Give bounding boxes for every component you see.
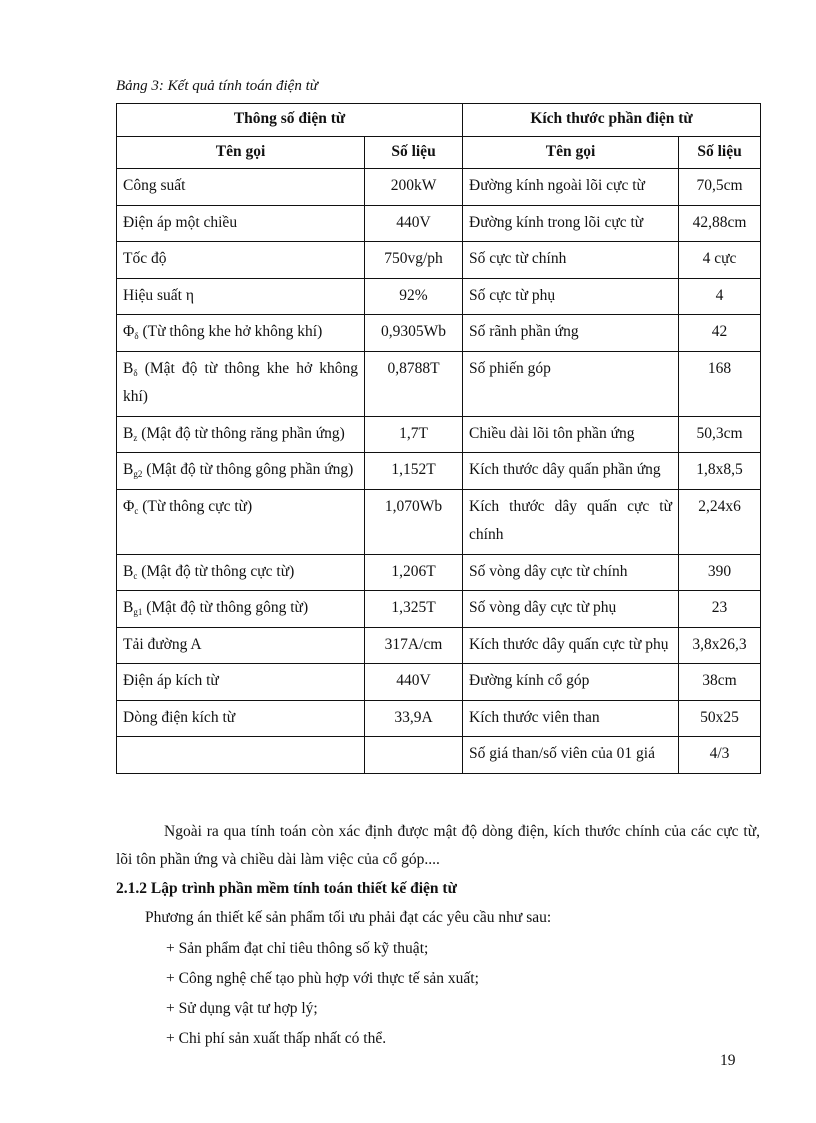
- cell-dimension-value: 390: [679, 554, 761, 591]
- table-row: [117, 315, 761, 352]
- cell-electromagnetic-param: [117, 627, 365, 664]
- cell-dimension-value: 42,88cm: [679, 205, 761, 242]
- param-symbol: B: [123, 599, 134, 616]
- cell-electromagnetic-value: 200kW: [365, 169, 463, 206]
- table-row: [117, 627, 761, 664]
- cell-electromagnetic-value: 1,325T: [365, 591, 463, 628]
- list-item: + Chi phí sản xuất thấp nhất có thể.: [166, 1030, 387, 1047]
- cell-electromagnetic-param: [117, 416, 365, 453]
- table-row: [117, 416, 761, 453]
- param-subscript: z: [133, 432, 138, 443]
- cell-electromagnetic-value: 1,152T: [365, 453, 463, 490]
- cell-electromagnetic-value: [365, 737, 463, 774]
- cell-dimension-name: Số vòng dây cực từ chính: [463, 554, 679, 591]
- table-row: [117, 489, 761, 554]
- cell-electromagnetic-value: 1,206T: [365, 554, 463, 591]
- table-row: [117, 453, 761, 490]
- table-row: [117, 205, 761, 242]
- group-header-right: Kích thước phần điện từ: [463, 104, 761, 137]
- cell-electromagnetic-param: [117, 700, 365, 737]
- table-row: [117, 169, 761, 206]
- cell-dimension-name: Số rãnh phần ứng: [463, 315, 679, 352]
- table-row: [117, 554, 761, 591]
- requirements-list: [166, 934, 479, 1054]
- param-symbol: B: [123, 359, 134, 377]
- cell-dimension-value: 4/3: [679, 737, 761, 774]
- cell-electromagnetic-value: 0,9305Wb: [365, 315, 463, 352]
- param-symbol: Điện áp kích từ: [123, 672, 219, 689]
- param-description: (Mật độ từ thông răng phần ứng): [137, 424, 345, 442]
- param-symbol: Điện áp một chiều: [123, 213, 238, 231]
- param-symbol: Tải đường A: [123, 635, 202, 653]
- cell-dimension-value: 50x25: [679, 700, 761, 737]
- cell-dimension-name: Đường kính ngoài lõi cực từ: [463, 169, 679, 206]
- cell-dimension-value: 3,8x26,3: [679, 627, 761, 664]
- cell-dimension-value: 50,3cm: [679, 416, 761, 453]
- table-row: [117, 737, 761, 774]
- param-subscript: c: [133, 570, 138, 581]
- cell-electromagnetic-param: [117, 737, 365, 774]
- cell-electromagnetic-param: [117, 351, 365, 416]
- cell-electromagnetic-param: [117, 205, 365, 242]
- cell-dimension-value: 23: [679, 591, 761, 628]
- cell-electromagnetic-value: 317A/cm: [365, 627, 463, 664]
- table-row: [117, 351, 761, 416]
- cell-electromagnetic-param: [117, 315, 365, 352]
- param-symbol: Hiệu suất η: [123, 286, 194, 304]
- table-row: [117, 591, 761, 628]
- paragraph-2: Phương án thiết kế sản phẩm tối ưu phải đạt các yêu cầu như sau:: [145, 909, 552, 926]
- cell-dimension-value: 38cm: [679, 664, 761, 701]
- cell-electromagnetic-param: [117, 664, 365, 701]
- param-symbol: Công suất: [123, 177, 186, 194]
- cell-electromagnetic-value: 750vg/ph: [365, 242, 463, 279]
- cell-dimension-name: Số vòng dây cực từ phụ: [463, 591, 679, 628]
- cell-dimension-name: Số phiến góp: [463, 351, 679, 416]
- cell-dimension-name: Số cực từ phụ: [463, 278, 679, 315]
- cell-dimension-name: Số giá than/số viên của 01 giá: [463, 737, 679, 774]
- list-item: + Sản phẩm đạt chỉ tiêu thông số kỹ thuật;: [166, 940, 429, 957]
- param-subscript: g1: [133, 607, 143, 617]
- param-subscript: c: [134, 505, 139, 516]
- cell-electromagnetic-value: 0,8788T: [365, 351, 463, 416]
- cell-dimension-value: 168: [679, 351, 761, 416]
- col-header-value-left: Số liệu: [365, 136, 463, 169]
- page-number: 19: [720, 1052, 736, 1069]
- cell-electromagnetic-value: 440V: [365, 664, 463, 701]
- cell-dimension-value: 1,8x8,5: [679, 453, 761, 490]
- cell-dimension-name: Kích thước viên than: [463, 700, 679, 737]
- cell-electromagnetic-param: [117, 591, 365, 628]
- param-symbol: B: [123, 424, 134, 442]
- param-symbol: Dòng điện kích từ: [123, 708, 236, 726]
- param-description: (Mật độ từ thông cực từ): [137, 562, 295, 580]
- param-symbol: Φ: [123, 323, 135, 340]
- col-header-name-right: Tên gọi: [463, 136, 679, 169]
- table-row: [117, 242, 761, 279]
- list-item: + Công nghệ chế tạo phù hợp với thực tế sản xuất;: [166, 970, 479, 987]
- section-heading: 2.1.2 Lập trình phần mềm tính toán thiết kế điện từ: [116, 880, 457, 897]
- group-header-row: [117, 104, 761, 137]
- cell-electromagnetic-value: 1,7T: [365, 416, 463, 453]
- col-header-value-right: Số liệu: [679, 136, 761, 169]
- param-symbol: Tốc độ: [123, 250, 167, 267]
- cell-electromagnetic-value: 33,9A: [365, 700, 463, 737]
- cell-electromagnetic-value: 440V: [365, 205, 463, 242]
- cell-dimension-name: Kích thước dây quấn cực từ phụ: [463, 627, 679, 664]
- table-body: [117, 169, 761, 774]
- cell-dimension-name: Đường kính trong lõi cực từ: [463, 205, 679, 242]
- param-symbol: B: [123, 562, 134, 580]
- cell-electromagnetic-param: [117, 242, 365, 279]
- column-header-row: [117, 136, 761, 169]
- cell-dimension-value: 42: [679, 315, 761, 352]
- results-table: [116, 103, 761, 774]
- list-item: + Sử dụng vật tư hợp lý;: [166, 1000, 318, 1017]
- cell-electromagnetic-param: [117, 453, 365, 490]
- cell-electromagnetic-param: [117, 278, 365, 315]
- cell-electromagnetic-value: 1,070Wb: [365, 489, 463, 554]
- cell-electromagnetic-param: [117, 489, 365, 554]
- param-description: (Mật độ từ thông gông từ): [142, 599, 309, 616]
- param-symbol: B: [123, 461, 134, 478]
- cell-dimension-name: Đường kính cổ góp: [463, 664, 679, 701]
- cell-dimension-value: 2,24x6: [679, 489, 761, 554]
- cell-dimension-name: Kích thước dây quấn phần ứng: [463, 453, 679, 490]
- paragraph-1: Ngoài ra qua tính toán còn xác định được mật độ dòng điện, kích thước chính của các cực từ, lõi tôn phần ứng và chiều dài làm việc của cổ góp....: [116, 823, 760, 868]
- cell-dimension-value: 70,5cm: [679, 169, 761, 206]
- group-header-left: Thông số điện từ: [117, 104, 463, 137]
- table-row: [117, 278, 761, 315]
- cell-dimension-name: Số cực từ chính: [463, 242, 679, 279]
- param-subscript: g2: [133, 469, 143, 479]
- cell-electromagnetic-param: [117, 554, 365, 591]
- param-symbol: Φ: [123, 497, 135, 515]
- param-description: (Từ thông cực từ): [138, 497, 253, 515]
- table-row: [117, 700, 761, 737]
- param-subscript: δ: [133, 367, 138, 378]
- table-caption: Bảng 3: Kết quả tính toán điện từ: [116, 78, 318, 94]
- cell-electromagnetic-param: [117, 169, 365, 206]
- param-subscript: δ: [134, 331, 139, 341]
- param-description: (Mật độ từ thông khe hở không khí): [123, 359, 358, 405]
- cell-dimension-value: 4 cực: [679, 242, 761, 279]
- param-description: (Mật độ từ thông gông phần ứng): [142, 461, 354, 478]
- cell-dimension-name: Chiều dài lõi tôn phần ứng: [463, 416, 679, 453]
- param-description: (Từ thông khe hở không khí): [138, 323, 323, 340]
- cell-dimension-value: 4: [679, 278, 761, 315]
- cell-electromagnetic-value: 92%: [365, 278, 463, 315]
- table-row: [117, 664, 761, 701]
- cell-dimension-name: Kích thước dây quấn cực từ chính: [463, 489, 679, 554]
- col-header-name-left: Tên gọi: [117, 136, 365, 169]
